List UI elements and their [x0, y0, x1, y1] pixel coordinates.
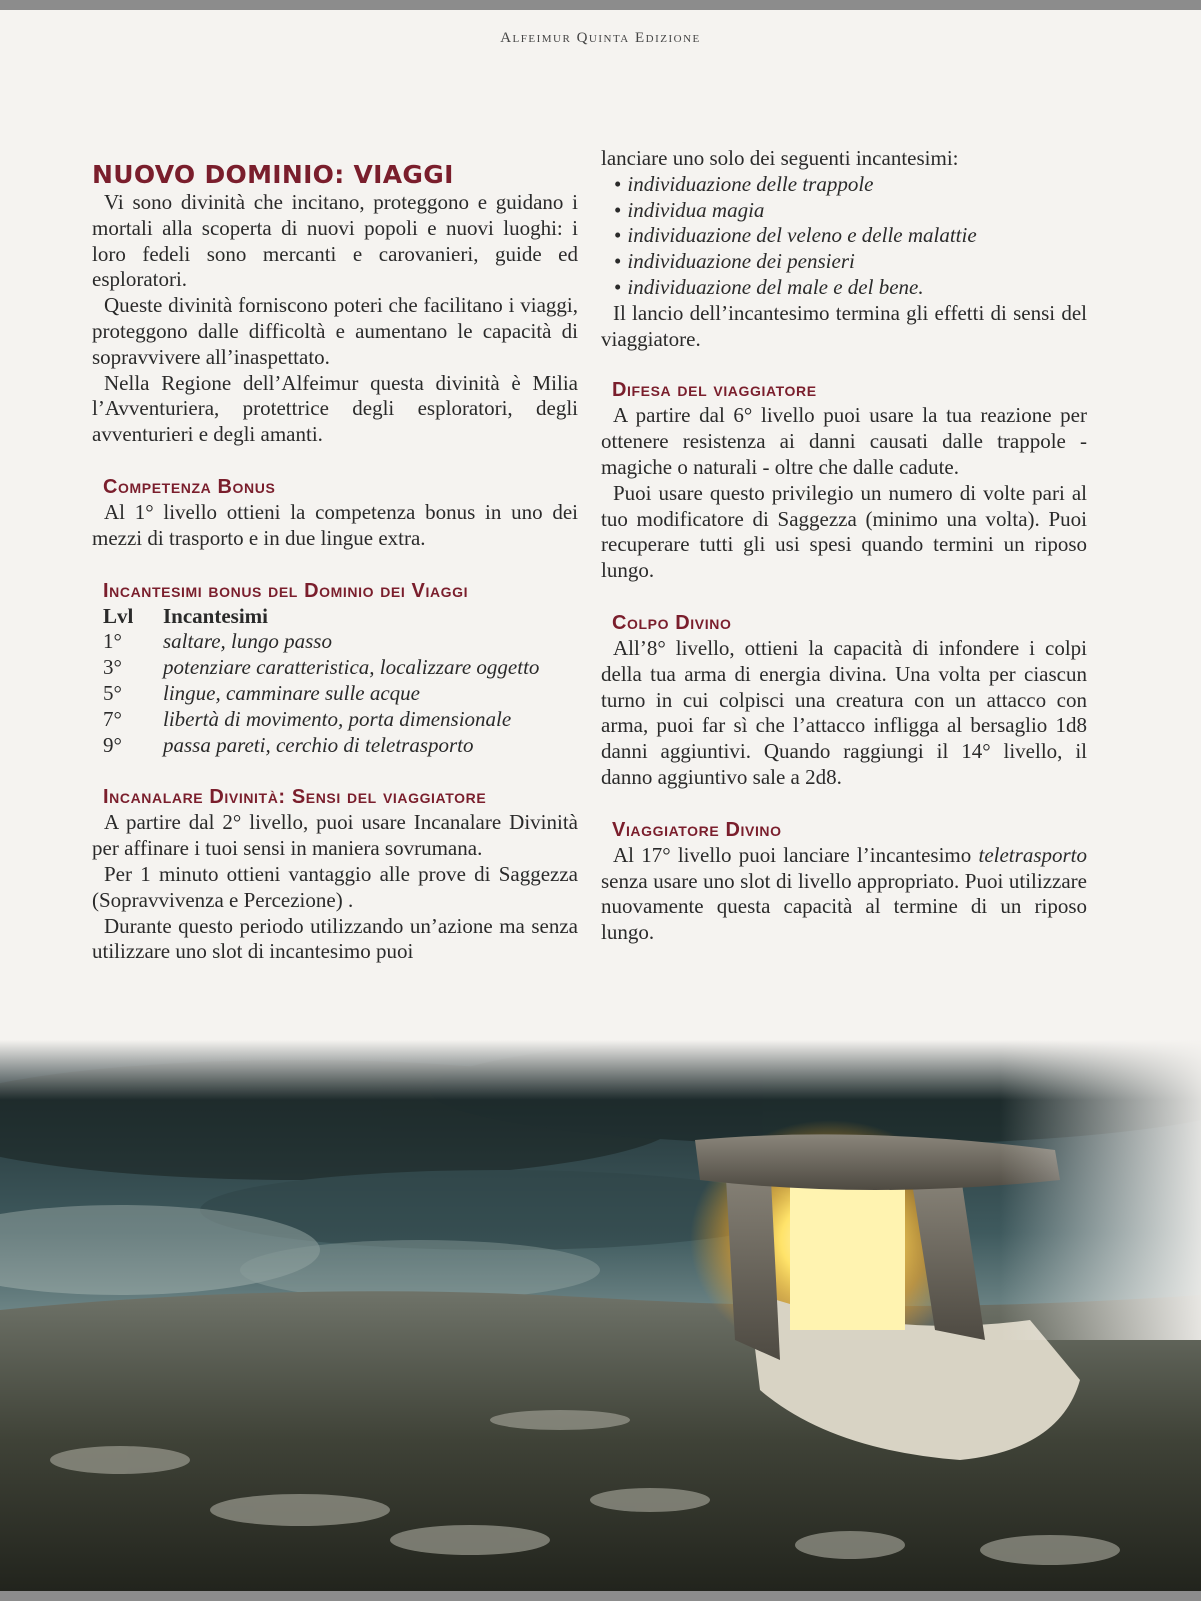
section-heading-colpo: Colpo Divino: [612, 611, 732, 634]
spell-level: 9°: [103, 732, 122, 757]
intro-paragraph: Queste divinità forniscono poteri che facilitano i viaggi, proteggono dalle difficoltà e aumentano le capacità di sopravvivere all’inaspettato.: [92, 293, 578, 369]
bullet-icon: •: [614, 223, 622, 248]
incanalare-paragraph: A partire dal 2° livello, puoi usare Incanalare Divinità per affinare i tuoi sensi in maniera sovrumana.: [92, 810, 578, 861]
spell-bullet-list: [601, 172, 1087, 301]
bullet-text: individuazione del veleno e delle malattie: [627, 223, 977, 248]
viaggiatore-spell-name: teletrasporto: [978, 842, 1087, 867]
viaggiatore-text: [601, 843, 1087, 946]
running-header: Alfeimur Quinta Edizione: [500, 30, 701, 46]
continuation-text: lanciare uno solo dei seguenti incantesimi:: [601, 146, 959, 170]
book-page: [0, 10, 1201, 1591]
spell-level: 1°: [103, 629, 122, 654]
spells-table: [103, 604, 573, 759]
dolmen-portal-illustration: [0, 1040, 1201, 1591]
section-heading-difesa: Difesa del viaggiatore: [612, 379, 817, 402]
bullet-text: individua magia: [627, 197, 765, 222]
spell-list: passa pareti, cerchio di teletrasporto: [163, 732, 474, 757]
section-heading-viaggiatore: Viaggiatore Divino: [612, 818, 782, 841]
colpo-text: All’8° livello, ottieni la capacità di infondere i colpi della tua arma di energia divina. Una volta per ciascun turno in cui colpisci una creatura con un attacco con arma, puoi far sì che l’attacco infligga al bersaglio 1d8 danni aggiuntivi. Quando raggiungi il 14° livello, il danno aggiuntivo sale a 2d8.: [601, 635, 1087, 789]
spell-list: libertà di movimento, porta dimensionale: [163, 706, 512, 731]
list-item: [614, 223, 1087, 249]
column-header-level: Lvl: [103, 603, 134, 628]
right-column: [601, 146, 1087, 946]
right-fade: [1000, 1040, 1201, 1340]
table-row: [103, 629, 573, 655]
intro-paragraph: Nella Regione dell’Alfeimur questa divinità è Milia l’Avventuriera, protettrice degli esploratori, degli avventurieri e degli amanti.: [92, 370, 578, 447]
difesa-paragraph: Puoi usare questo privilegio un numero di volte pari al tuo modificatore di Saggezza (minimo una volta). Puoi recuperare tutti gli usi spesi quando termini un riposo lungo.: [601, 480, 1087, 583]
list-item: [614, 172, 1087, 198]
table-row: [103, 681, 573, 707]
table-row: [103, 707, 573, 733]
spells-table-header: [103, 604, 573, 630]
left-column: [92, 148, 578, 965]
after-list-text: Il lancio dell’incantesimo termina gli effetti di sensi del viaggiatore.: [601, 300, 1087, 351]
incanalare-paragraph: Per 1 minuto ottieni vantaggio alle prove di Saggezza (Sopravvivenza e Percezione) .: [92, 861, 578, 912]
bullet-icon: •: [614, 197, 622, 222]
spell-level: 5°: [103, 680, 122, 705]
section-heading-incanalare: Incanalare Divinità: Sensi del viaggiatore: [103, 786, 487, 809]
bullet-text: individuazione delle trappole: [627, 171, 874, 196]
page-title: NUOVO DOMINIO: VIAGGI: [92, 160, 454, 189]
bullet-icon: •: [614, 249, 622, 274]
bullet-icon: •: [614, 274, 622, 299]
list-item: [614, 198, 1087, 224]
spell-level: 3°: [103, 655, 122, 680]
table-row: [103, 655, 573, 681]
bullet-icon: •: [614, 171, 622, 196]
difesa-paragraph: A partire dal 6° livello puoi usare la tua reazione per ottenere resistenza ai danni causati dalle trappole - magiche o naturali - oltre che dalle cadute.: [601, 403, 1087, 479]
illustration-svg: [0, 1040, 1201, 1591]
section-heading-spells: Incantesimi bonus del Dominio dei Viaggi: [103, 579, 469, 602]
intro-paragraph: Vi sono divinità che incitano, proteggono e guidano i mortali alla scoperta di nuovi popoli e nuovi luoghi: i loro fedeli sono mercanti e carovanieri, guide ed esploratori.: [92, 190, 578, 292]
spell-list: potenziare caratteristica, localizzare oggetto: [163, 655, 540, 680]
incanalare-paragraph: Durante questo periodo utilizzando un’azione ma senza utilizzare uno slot di incantesimo puoi: [92, 913, 578, 964]
table-row: [103, 733, 573, 759]
bullet-text: individuazione dei pensieri: [627, 249, 855, 274]
list-item: [614, 275, 1087, 301]
portal-light: [790, 1180, 905, 1330]
spell-list: saltare, lungo passo: [163, 629, 332, 654]
column-header-spells: Incantesimi: [163, 603, 268, 628]
competenza-text: Al 1° livello ottieni la competenza bonus in uno dei mezzi di trasporto e in due lingue extra.: [92, 499, 578, 550]
spell-level: 7°: [103, 706, 122, 731]
spell-list: lingue, camminare sulle acque: [163, 680, 420, 705]
list-item: [614, 249, 1087, 275]
section-heading-competenza: Competenza Bonus: [103, 475, 276, 498]
viaggiatore-text-a: Al 17° livello puoi lanciare l’incantesimo: [613, 842, 979, 867]
bullet-text: individuazione del male e del bene.: [627, 274, 924, 299]
viaggiatore-text-b: senza usare uno slot di livello appropriato. Puoi utilizzare nuovamente questa capacità al termine di un riposo lungo.: [601, 868, 1087, 945]
